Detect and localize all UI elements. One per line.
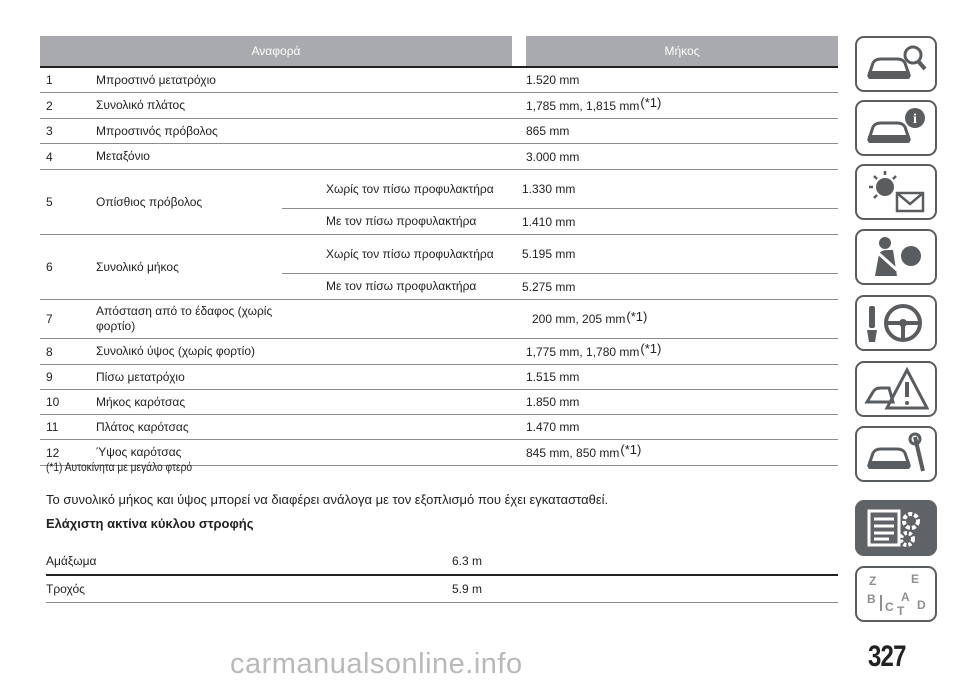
sub-row-label: Με τον πίσω προφυλακτήρα bbox=[326, 279, 477, 293]
row-number: 8 bbox=[46, 344, 53, 359]
steering-wheel-icon bbox=[863, 300, 929, 346]
table-row bbox=[40, 390, 838, 415]
header-length: Μήκος bbox=[526, 36, 838, 66]
sidebar-tab-car-service[interactable] bbox=[855, 426, 937, 482]
row-number: 9 bbox=[46, 370, 53, 384]
row-number: 6 bbox=[46, 260, 53, 274]
table-row bbox=[40, 365, 838, 390]
warning-triangle-icon bbox=[863, 366, 929, 412]
row-value: 1.850 mm bbox=[526, 395, 580, 409]
row-label: Μήκος καρότσας bbox=[96, 394, 186, 409]
table-header bbox=[40, 36, 838, 66]
page-number: 327 bbox=[868, 640, 906, 673]
row-value: 1,785 mm, 1,815 mm (*1) bbox=[526, 95, 662, 113]
row-label: Συνολικό πλάτος bbox=[96, 98, 186, 112]
row-number: 5 bbox=[46, 195, 53, 209]
row-label: Συνολικό ύψος (χωρίς φορτίο) bbox=[96, 344, 255, 358]
sub-row-value: 1.410 mm bbox=[522, 214, 576, 229]
sidebar-tab-seatbelt-airbag[interactable] bbox=[855, 229, 937, 285]
dimensions-table bbox=[40, 36, 838, 466]
footnote-ref: (*1) bbox=[620, 442, 642, 457]
sidebar-tab-steering-wheel[interactable] bbox=[855, 295, 937, 351]
row-label: Πίσω μετατρόχιο bbox=[96, 369, 185, 384]
alphabetical-index-icon bbox=[863, 571, 929, 617]
header-reference: Αναφορά bbox=[40, 36, 512, 66]
row-value: 1.520 mm bbox=[526, 73, 580, 87]
footnote: (*1) Αυτοκίνητα με μεγάλο φτερό bbox=[46, 460, 193, 474]
sub-row bbox=[282, 273, 838, 299]
table-row-group bbox=[40, 235, 838, 300]
svg-text:B: B bbox=[867, 592, 876, 606]
row-value: 1.470 mm bbox=[526, 420, 580, 434]
sub-row-value: 1.330 mm bbox=[522, 182, 576, 196]
table-row bbox=[40, 300, 838, 339]
sidebar-tab-car-info[interactable] bbox=[855, 100, 937, 156]
sub-row-label: Με τον πίσω προφυλακτήρα bbox=[326, 214, 477, 228]
turning-radius-table bbox=[46, 548, 838, 603]
row-value: 1,775 mm, 1,780 mm (*1) bbox=[526, 341, 662, 359]
row-value: 6.3 m bbox=[452, 554, 483, 568]
sub-row bbox=[282, 208, 838, 234]
table-row bbox=[40, 119, 838, 144]
row-number: 2 bbox=[46, 98, 53, 113]
footnote-ref: (*1) bbox=[626, 308, 648, 324]
sub-row-label: Χωρίς τον πίσω προφυλακτήρα bbox=[326, 181, 494, 196]
svg-text:D: D bbox=[917, 598, 926, 612]
sidebar-tab-warning-lights[interactable] bbox=[855, 164, 937, 220]
sub-row-label: Χωρίς τον πίσω προφυλακτήρα bbox=[326, 246, 494, 261]
row-number: 12 bbox=[46, 445, 60, 460]
technical-specs-icon bbox=[863, 505, 929, 551]
row-number: 3 bbox=[46, 124, 53, 138]
row-value: 200 mm, 205 mm (*1) bbox=[532, 308, 648, 326]
row-number: 10 bbox=[46, 395, 60, 409]
table-row bbox=[40, 339, 838, 365]
table-row bbox=[40, 68, 838, 93]
divider bbox=[46, 602, 838, 603]
svg-text:C: C bbox=[885, 600, 894, 614]
svg-text:A: A bbox=[901, 590, 910, 604]
car-service-icon bbox=[863, 431, 929, 477]
row-number: 4 bbox=[46, 149, 53, 164]
svg-text:Z: Z bbox=[869, 574, 877, 588]
seatbelt-airbag-icon bbox=[863, 234, 929, 280]
footnote-ref: (*1) bbox=[640, 341, 662, 356]
row-value: 3.000 mm bbox=[526, 149, 580, 164]
warning-lights-icon bbox=[863, 169, 929, 215]
table-row bbox=[46, 576, 838, 602]
row-label: Απόσταση από το έδαφος (χωρίς φορτίο) bbox=[96, 304, 273, 333]
row-label: Πλάτος καρότσας bbox=[96, 419, 189, 434]
footnote-ref: (*1) bbox=[640, 95, 662, 110]
svg-text:T: T bbox=[897, 604, 905, 617]
row-number: 1 bbox=[46, 73, 53, 87]
sub-row-value: 5.195 mm bbox=[522, 247, 576, 261]
sidebar-tab-warning-triangle[interactable] bbox=[855, 361, 937, 417]
row-label: Οπίσθιος πρόβολος bbox=[96, 195, 203, 209]
section-heading: Ελάχιστη ακτίνα κύκλου στροφής bbox=[46, 516, 254, 531]
table-row bbox=[40, 415, 838, 440]
info-paragraph: Το συνολικό μήκος και ύψος μπορεί να διαφέρει ανάλογα με τον εξοπλισμό που έχει εγκατασταθεί. bbox=[46, 492, 609, 507]
table-row bbox=[46, 548, 838, 574]
car-info-icon bbox=[863, 105, 929, 151]
row-value: 1.515 mm bbox=[526, 370, 580, 384]
svg-text:E: E bbox=[911, 572, 920, 586]
sub-row bbox=[282, 170, 838, 208]
sidebar-tab-car-search[interactable] bbox=[855, 36, 937, 92]
row-number: 11 bbox=[46, 420, 59, 434]
svg-text:i: i bbox=[913, 112, 917, 127]
row-label: Αμάξωμα bbox=[46, 554, 97, 568]
watermark: carmanualsonline.info bbox=[230, 648, 523, 680]
row-number: 7 bbox=[46, 312, 53, 326]
row-value: 865 mm bbox=[526, 124, 570, 138]
car-search-icon bbox=[863, 41, 929, 87]
table-row bbox=[40, 93, 838, 119]
row-label: Ύψος καρότσας bbox=[96, 445, 182, 459]
table-row bbox=[40, 144, 838, 170]
row-value: 845 mm, 850 mm (*1) bbox=[526, 442, 642, 460]
sidebar-tab-technical-specs[interactable] bbox=[855, 500, 937, 556]
sidebar-tab-alphabetical-index[interactable] bbox=[855, 566, 937, 622]
row-label: Μπροστινός πρόβολος bbox=[96, 123, 218, 138]
row-label: Τροχός bbox=[46, 582, 85, 596]
row-label: Μεταξόνιο bbox=[96, 149, 150, 163]
row-label: Συνολικό μήκος bbox=[96, 260, 179, 274]
table-row-group bbox=[40, 170, 838, 235]
sub-row-value: 5.275 mm bbox=[522, 279, 576, 294]
row-value: 5.9 m bbox=[452, 582, 483, 596]
row-label: Μπροστινό μετατρόχιο bbox=[96, 72, 216, 87]
sub-row bbox=[282, 235, 838, 273]
